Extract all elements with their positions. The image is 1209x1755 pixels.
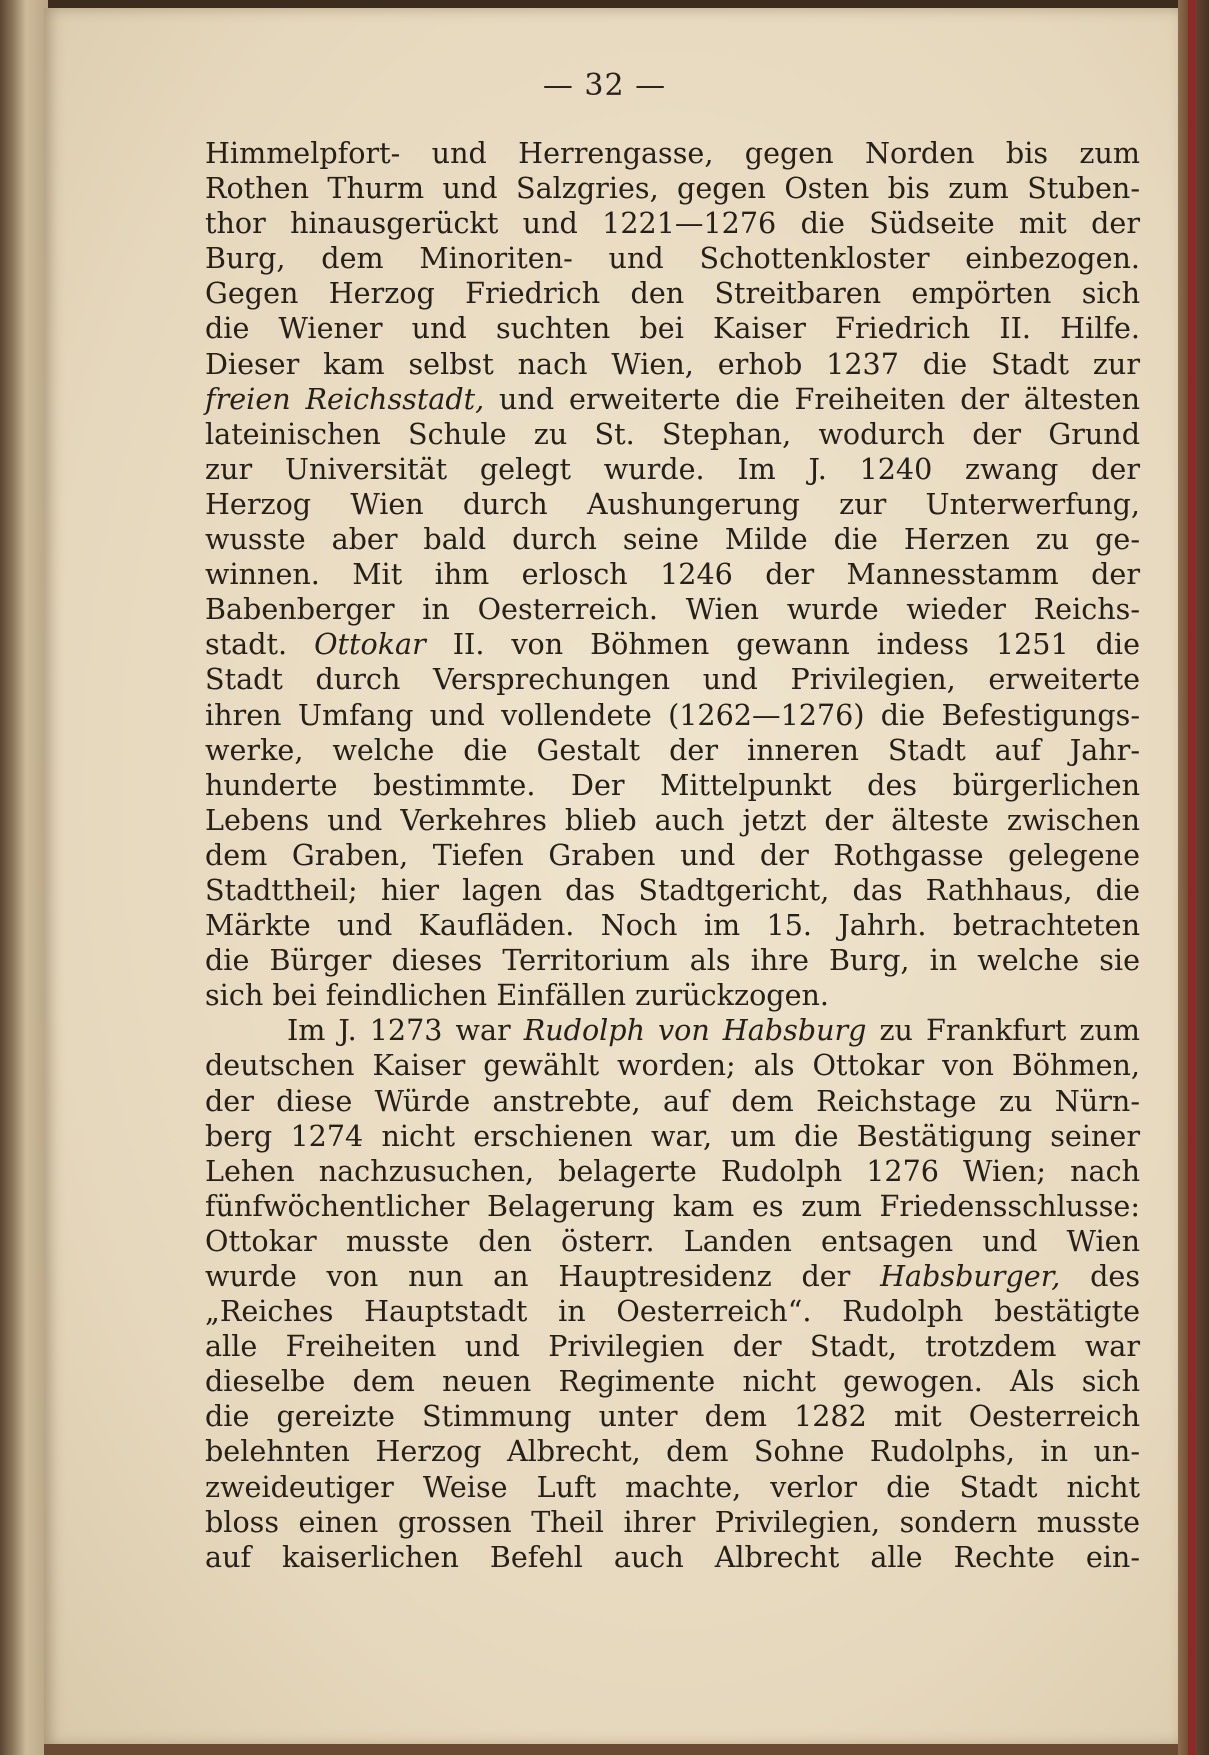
text-line: deutschen Kaiser gewählt worden; als Ottokar von Böhmen, — [205, 1048, 1140, 1083]
text-line: winnen. Mit ihm erlosch 1246 der Mannesstamm der — [205, 557, 1140, 592]
italic-term: Habsburger, — [880, 1259, 1061, 1293]
text-line: Im J. 1273 war Rudolph von Habsburg zu Frankfurt zum — [287, 1013, 1140, 1048]
text-line: Märkte und Kaufläden. Noch im 15. Jahrh. betrachteten — [205, 908, 1140, 943]
text-line: „Reiches Hauptstadt in Oesterreich“. Rudolph bestätigte — [205, 1294, 1140, 1329]
binding-strip — [1188, 0, 1195, 1755]
text-line: die Bürger dieses Territorium als ihre Burg, in welche sie — [205, 943, 1140, 978]
text-line: Lehen nachzusuchen, belagerte Rudolph 1276 Wien; nach — [205, 1153, 1140, 1188]
text-line: sich bei feindlichen Einfällen zurückzogen. — [205, 978, 830, 1013]
text-line: thor hinausgerückt und 1221—1276 die Südseite mit der — [205, 206, 1140, 241]
text-line: bloss einen grossen Theil ihrer Privilegien, sondern musste — [205, 1504, 1140, 1539]
body-text — [205, 136, 1140, 1575]
text-line: Burg, dem Minoriten- und Schottenkloster einbezogen. — [205, 241, 1140, 276]
text-line: wusste aber bald durch seine Milde die Herzen zu ge- — [205, 522, 1140, 557]
text-line: Gegen Herzog Friedrich den Streitbaren empörten sich — [205, 276, 1140, 311]
text-line: fünfwöchentlicher Belagerung kam es zum Friedensschlusse: — [205, 1188, 1140, 1223]
text-line: zweideutiger Weise Luft machte, verlor die Stadt nicht — [205, 1469, 1140, 1504]
text-line: belehnten Herzog Albrecht, dem Sohne Rudolphs, in un- — [205, 1434, 1140, 1469]
text-line: auf kaiserlichen Befehl auch Albrecht alle Rechte ein- — [205, 1539, 1140, 1574]
text-line: berg 1274 nicht erschienen war, um die Bestätigung seiner — [205, 1118, 1140, 1153]
text-line: Ottokar musste den österr. Landen entsagen und Wien — [205, 1223, 1140, 1258]
text-line: Lebens und Verkehres blieb auch jetzt der älteste zwischen — [205, 802, 1140, 837]
text-line: zur Universität gelegt wurde. Im J. 1240 zwang der — [205, 451, 1140, 486]
text-line: ihren Umfang und vollendete (1262—1276) die Befestigungs- — [205, 697, 1140, 732]
text-line: Herzog Wien durch Aushungerung zur Unterwerfung, — [205, 486, 1140, 521]
italic-term: Rudolph von Habsburg — [523, 1013, 867, 1048]
page-edge-right — [1178, 0, 1209, 1755]
book-gutter — [0, 0, 48, 1755]
text-line: Stadt durch Versprechungen und Privilegien, erweiterte — [205, 662, 1140, 697]
text-line: freien Reichsstadt, und erweiterte die Freiheiten der ältesten — [205, 381, 1140, 416]
text-line: dieselbe dem neuen Regimente nicht gewogen. Als sich — [205, 1364, 1140, 1399]
text-line: wurde von nun an Hauptresidenz der Habsburger, des — [205, 1259, 1140, 1293]
text-line: stadt. Ottokar II. von Böhmen gewann indess 1251 die — [205, 627, 1140, 662]
text-line: Rothen Thurm und Salzgries, gegen Osten bis zum Stuben- — [205, 171, 1140, 206]
text-line: Himmelpfort- und Herrengasse, gegen Norden bis zum — [205, 136, 1140, 170]
page-edge-bottom — [44, 1744, 1178, 1755]
text-line: hunderte bestimmte. Der Mittelpunkt des bürgerlichen — [205, 767, 1140, 802]
text-line: werke, welche die Gestalt der inneren Stadt auf Jahr- — [205, 732, 1140, 767]
text-line: Babenberger in Oesterreich. Wien wurde wieder Reichs- — [205, 592, 1140, 627]
italic-term: Ottokar — [314, 627, 426, 662]
text-line: alle Freiheiten und Privilegien der Stadt, trotzdem war — [205, 1329, 1140, 1364]
text-line: der diese Würde anstrebte, auf dem Reichstage zu Nürn- — [205, 1083, 1140, 1118]
text-line: lateinischen Schule zu St. Stephan, wodurch der Grund — [205, 416, 1140, 451]
text-line: die gereizte Stimmung unter dem 1282 mit Oesterreich — [205, 1399, 1140, 1434]
page-number: — 32 — — [542, 68, 667, 103]
text-line: Stadttheil; hier lagen das Stadtgericht, das Rathhaus, die — [205, 872, 1140, 907]
italic-term: freien Reichsstadt, — [205, 381, 485, 416]
text-line: Dieser kam selbst nach Wien, erhob 1237 die Stadt zur — [205, 346, 1140, 381]
text-line: die Wiener und suchten bei Kaiser Friedrich II. Hilfe. — [205, 311, 1140, 346]
text-line: dem Graben, Tiefen Graben und der Rothgasse gelegene — [205, 837, 1140, 872]
